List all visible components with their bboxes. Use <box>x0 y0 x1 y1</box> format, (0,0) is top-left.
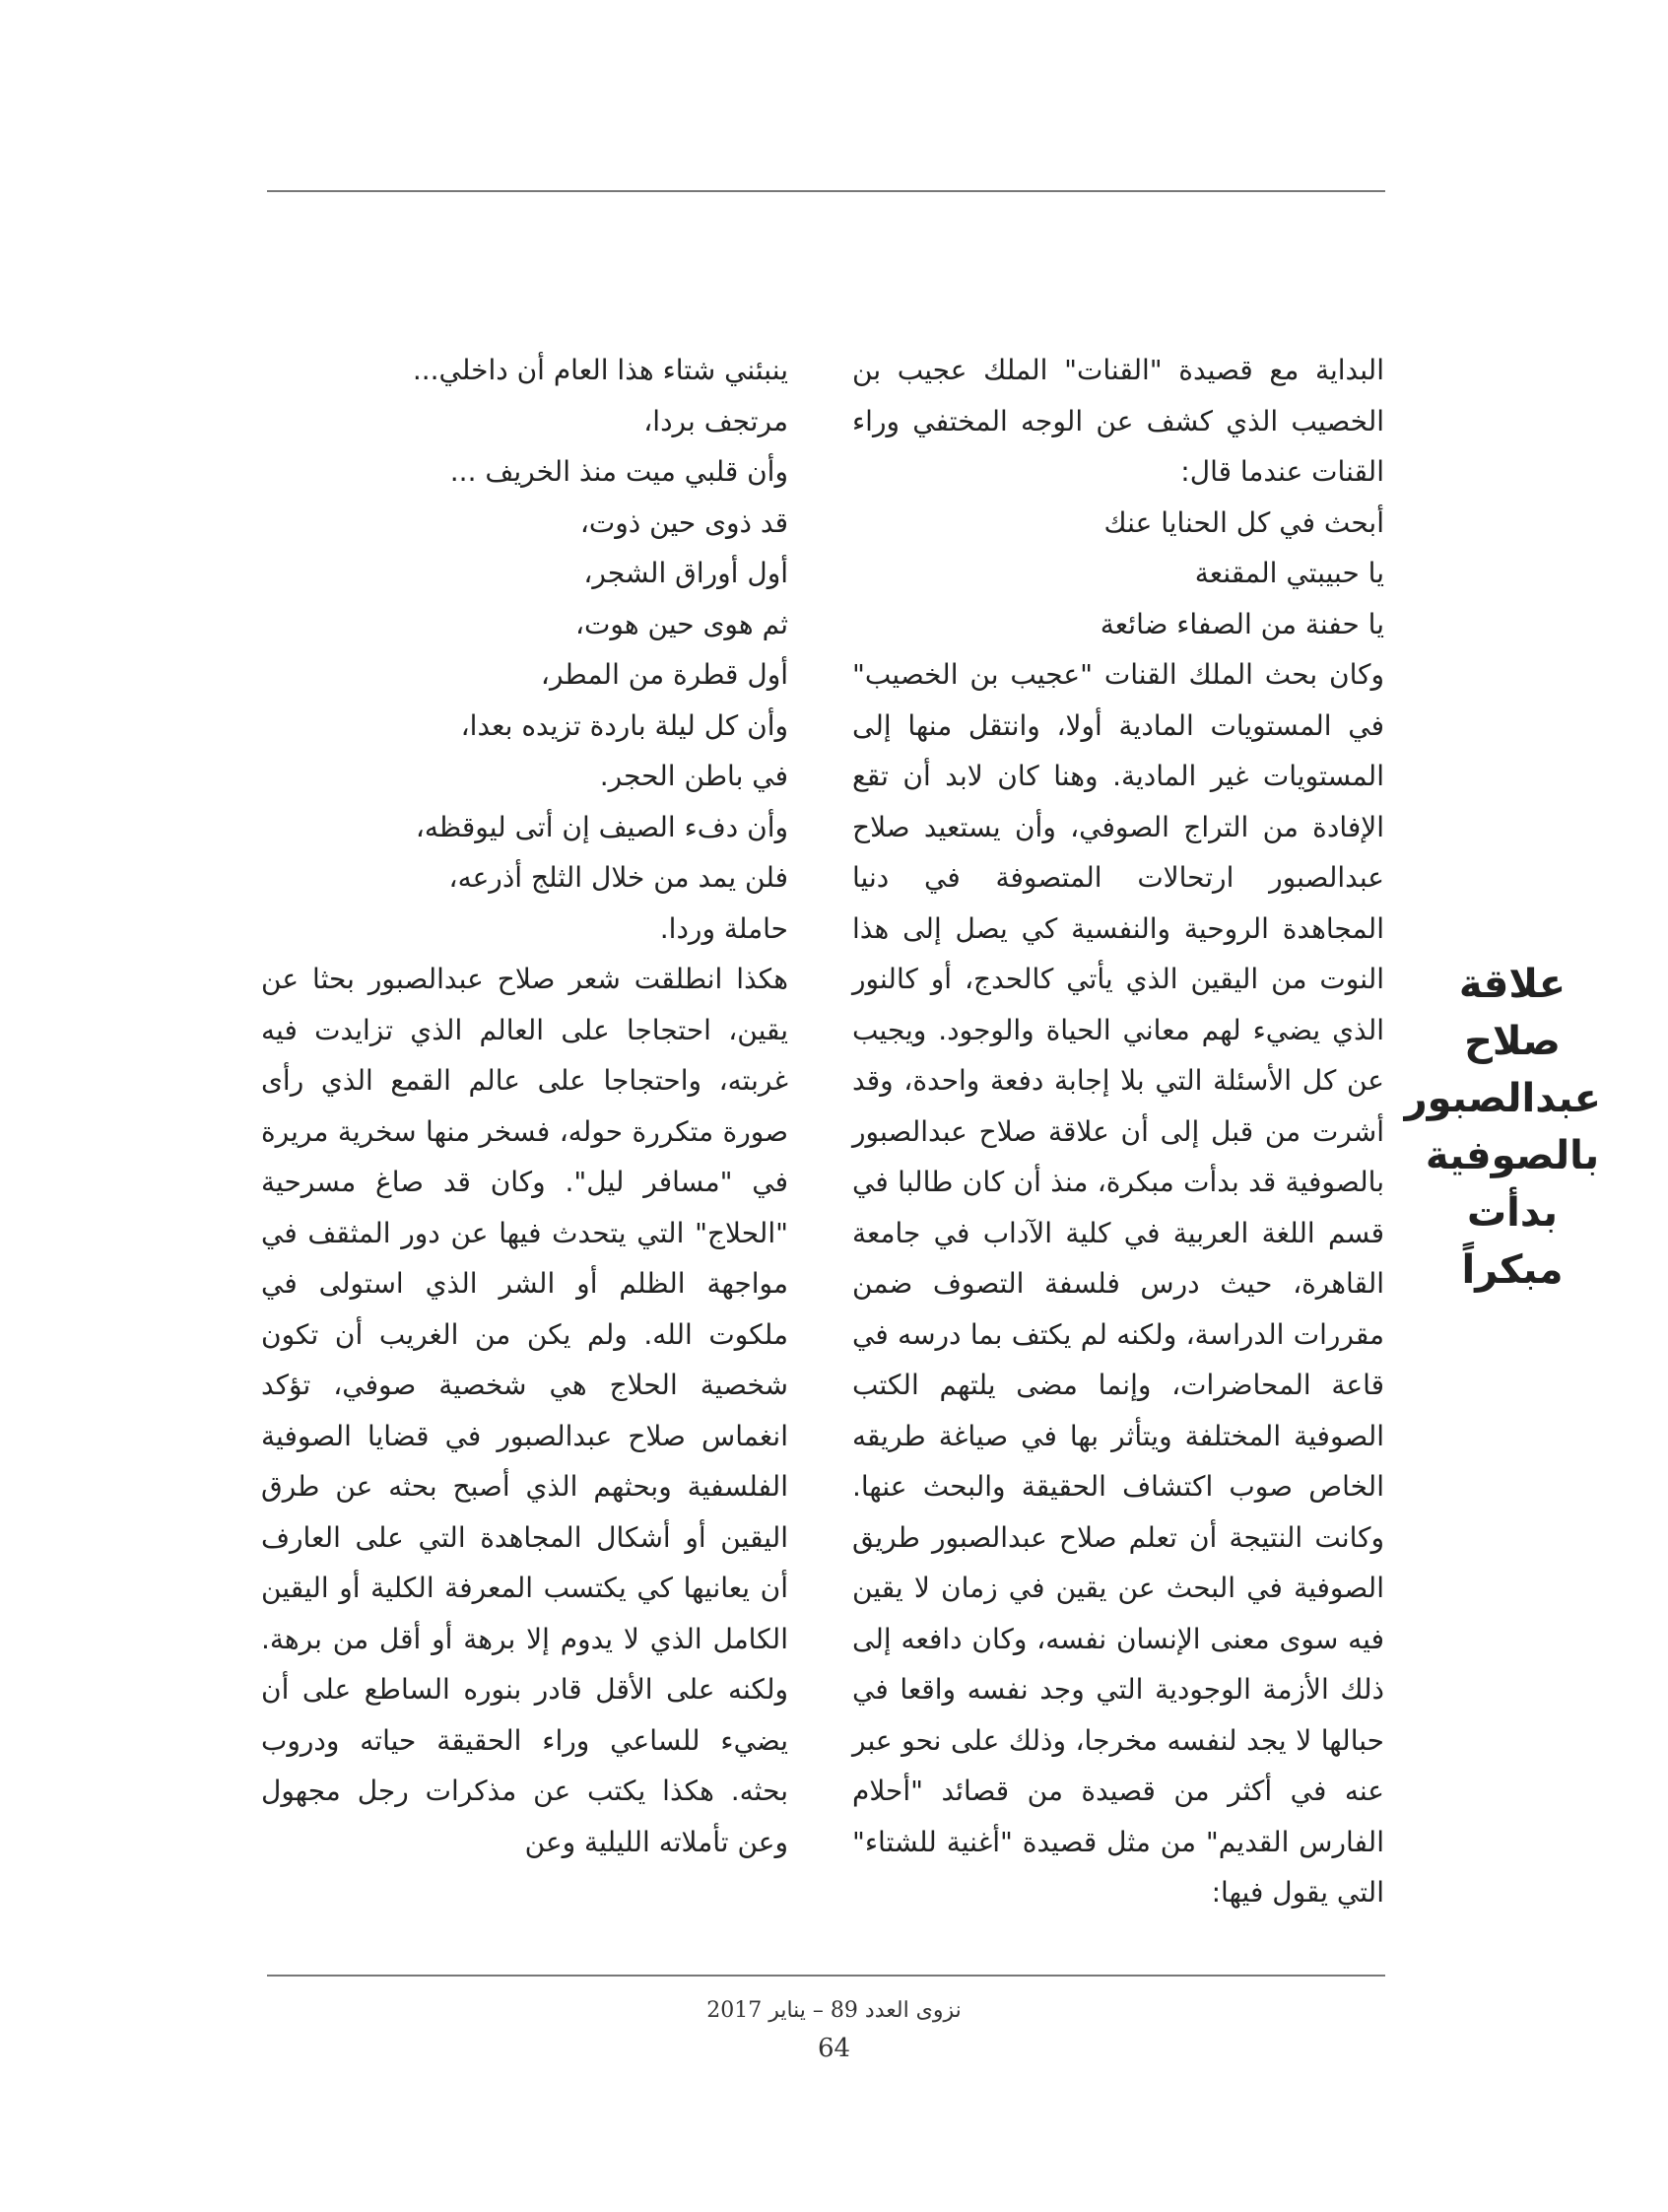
issue-footer: نزوى العدد 89 – يناير 2017 <box>706 1998 962 2023</box>
sidebar-title-line: عبدالصبور <box>1404 1076 1601 1121</box>
sidebar-title-line: بدأت <box>1466 1190 1559 1236</box>
verse-line: وأن كل ليلة باردة تزيده بعدا، <box>460 708 788 742</box>
body-paragraph: هكذا انطلقت شعر صلاح عبدالصبور بحثا عن يقين، احتجاجا على العالم الذي تزايدت فيه غربته، واحتجاجا على عالم القمع الذي رأى صورة متكررة حوله، فسخر منها سخرية مريرة في "مسافر ليل". وكان قد صاغ مسرحية "الحلاج" التي يتحدث فيها عن دور المثقف في مواجهة الظلم أو الشر الذي استولى في ملكوت الله. ولم يكن من الغريب أن تكون شخصية الحلاج هي شخصية صوفي، تؤكد انغماس صلاح عبدالصبور في قضايا الصوفية الفلسفية وبحثهم الذي أصبح بحثه عن طرق اليقين أو أشكال المجاهدة التي على العارف أن يعانيها كي يكتسب المعرفة الكلية أو اليقين الكامل الذي لا يدوم إلا برهة أو أقل من برهة. ولكنه على الأقل قادر بنوره الساطع على أن يضيء للساعي وراء الحقيقة حياته ودروب بحثه. هكذا يكتب عن مذكرات رجل مجهول وعن تأملاته الليلية وعن <box>261 963 788 1858</box>
sidebar-title-line: مبكراً <box>1461 1247 1564 1293</box>
verse-line: فلن يمد من خلال الثلج أذرعه، <box>448 861 788 894</box>
verse-line: يا حبيبتي المقنعة <box>1194 557 1384 589</box>
verse-line: في باطن الحجر. <box>599 760 788 792</box>
verse-line: وأن قلبي ميت منذ الخريف ... <box>449 455 788 488</box>
verse-line: قد ذوى حين ذوت، <box>579 505 788 539</box>
verse-line: ينبئني شتاء هذا العام أن داخلي... <box>412 354 788 386</box>
body-paragraph: وكان بحث الملك القنات "عجيب بن الخصيب" في المستويات المادية أولا، وانتقل منها إلى المستويات غير المادية. وهنا كان لابد أن تقع الإفادة من التراج الصوفي، وأن يستعيد صلاح عبدالصبور ارتحالات المتصوفة في دنيا المجاهدة الروحية والنفسية كي يصل إلى هذا النوت من اليقين الذي يأتي كالحدج، أو كالنور الذي يضيء لهم معاني الحياة والوجود. ويجيب عن كل الأسئلة التي بلا إجابة دفعة واحدة، وقد أشرت من قبل إلى أن علاقة صلاح عبدالصبور بالصوفية قد بدأت مبكرة، منذ أن كان طالبا في قسم اللغة العربية في كلية الآداب في جامعة القاهرة، حيث درس فلسفة التصوف ضمن مقررات الدراسة، ولكنه لم يكتف بما درسه في قاعة المحاضرات، وإنما مضى يلتهم الكتب الصوفية المختلفة ويتأثر بها في صياغة طريقه الخاص صوب اكتشاف الحقيقة والبحث عنها. وكانت النتيجة أن تعلم صلاح عبدالصبور طريق الصوفية في البحث عن يقين في زمان لا يقين فيه سوى معنى الإنسان نفسه، وكان دافعه إلى ذلك الأزمة الوجودية التي وجد نفسه واقعا في حبالها لا يجد لنفسه مخرجا، وذلك على نحو عبر عنه في أكثر من قصيدة من قصائد "أحلام الفارس القديم" من مثل قصيدة "أغنية للشتاء" التي يقول فيها: <box>852 658 1384 1909</box>
bottom-divider <box>267 1975 1385 1977</box>
right-text-column <box>852 345 1384 1918</box>
intro-paragraph: البداية مع قصيدة "القنات" الملك عجيب بن الخصيب الذي كشف عن الوجه المختفي وراء القنات عندما قال: <box>852 354 1384 488</box>
verse-line: يا حفنة من الصفاء ضائعة <box>1100 607 1384 640</box>
verse-line: أبحث في كل الحنايا عنك <box>1103 505 1384 539</box>
top-divider <box>267 190 1385 192</box>
verse-line: مرتجف بردا، <box>643 404 788 437</box>
left-text-column <box>261 345 788 1867</box>
sidebar-title <box>1404 956 1601 1299</box>
verse-line: أول أوراق الشجر، <box>583 557 788 589</box>
sidebar-title-line: صلاح <box>1464 1019 1561 1064</box>
sidebar-title-line: بالصوفية <box>1425 1133 1600 1178</box>
verse-line: حاملة وردا. <box>659 911 788 945</box>
verse-line: ثم هوى حين هوت، <box>575 607 788 640</box>
verse-line: وأن دفء الصيف إن أتى ليوقظه، <box>415 810 788 843</box>
verse-line: أول قطرة من المطر، <box>540 658 788 691</box>
sidebar-title-line: علاقة <box>1458 962 1567 1007</box>
page-number: 64 <box>817 2034 851 2063</box>
